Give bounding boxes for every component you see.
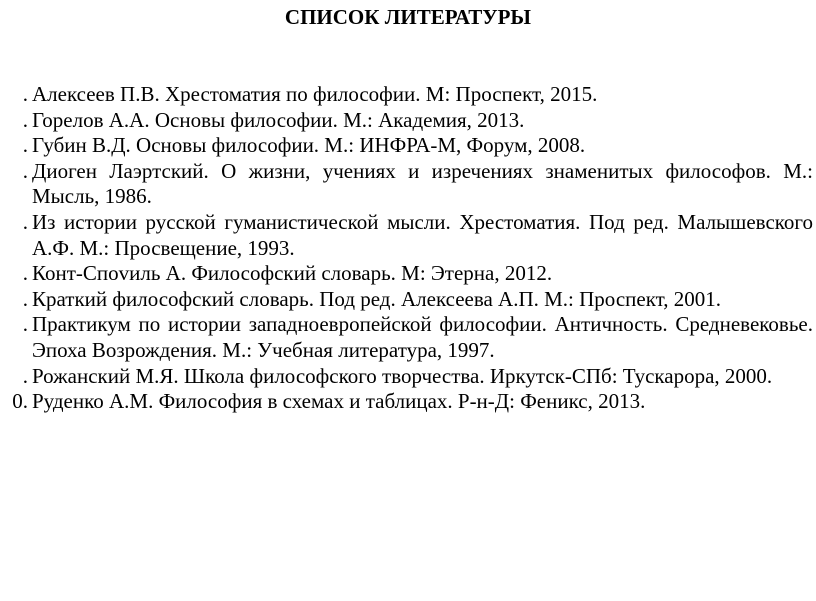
reference-number: 0.: [12, 389, 28, 414]
reference-text: Из истории русской гуманистической мысли. Хрестоматия. Под ред. Малышевского А.Ф. М.: Просвещение, 1993.: [32, 209, 813, 260]
reference-number: .: [22, 363, 28, 388]
reference-text: Губин В.Д. Основы философии. М.: ИНФРА-М, Форум, 2008.: [32, 133, 586, 158]
reference-number: .: [22, 286, 28, 311]
reference-number: .: [22, 261, 28, 286]
reference-item: [0, 159, 816, 210]
reference-number: .: [22, 312, 28, 337]
reference-number: .: [22, 133, 28, 158]
reference-item: [0, 210, 816, 261]
reference-item: [0, 108, 816, 134]
reference-text: Горелов А.А. Основы философии. М.: Академия, 2013.: [32, 107, 525, 132]
reference-item: [0, 312, 816, 363]
reference-item: [0, 389, 816, 415]
reference-number: .: [22, 82, 28, 106]
reference-number: .: [22, 209, 28, 234]
reference-item: [0, 261, 816, 287]
reference-text: Алексеев П.В. Хрестоматия по философии. М: Проспект, 2015.: [32, 82, 598, 106]
reference-number: .: [22, 107, 28, 132]
reference-text: Практикум по истории западноевропейской философии. Античность. Средневековье. Эпоха Возрождения. М.: Учебная литература, 1997.: [32, 312, 813, 362]
reference-text: Диоген Лаэртский. О жизни, учениях и изречениях знаменитых философов. М.: Мысль, 1986.: [32, 158, 813, 209]
reference-item: [0, 287, 816, 313]
reference-text: Руденко А.М. Философия в схемах и таблицах. Р-н-Д: Феникс, 2013.: [32, 389, 646, 414]
reference-item: [0, 133, 816, 159]
reference-text: Краткий философский словарь. Под ред. Алексеева А.П. М.: Проспект, 2001.: [32, 286, 721, 311]
reference-number: .: [22, 158, 28, 183]
reference-text: Рожанский М.Я. Школа философского творчества. Иркутск-СПб: Тускарора, 2000.: [32, 363, 773, 388]
reference-text: Конт-Споvиль А. Философский словарь. М: Этерна, 2012.: [32, 261, 553, 286]
reference-item: [0, 364, 816, 390]
page-title: СПИСОК ЛИТЕРАТУРЫ: [284, 5, 532, 29]
reference-list: [0, 82, 816, 415]
reference-item: [0, 82, 816, 108]
